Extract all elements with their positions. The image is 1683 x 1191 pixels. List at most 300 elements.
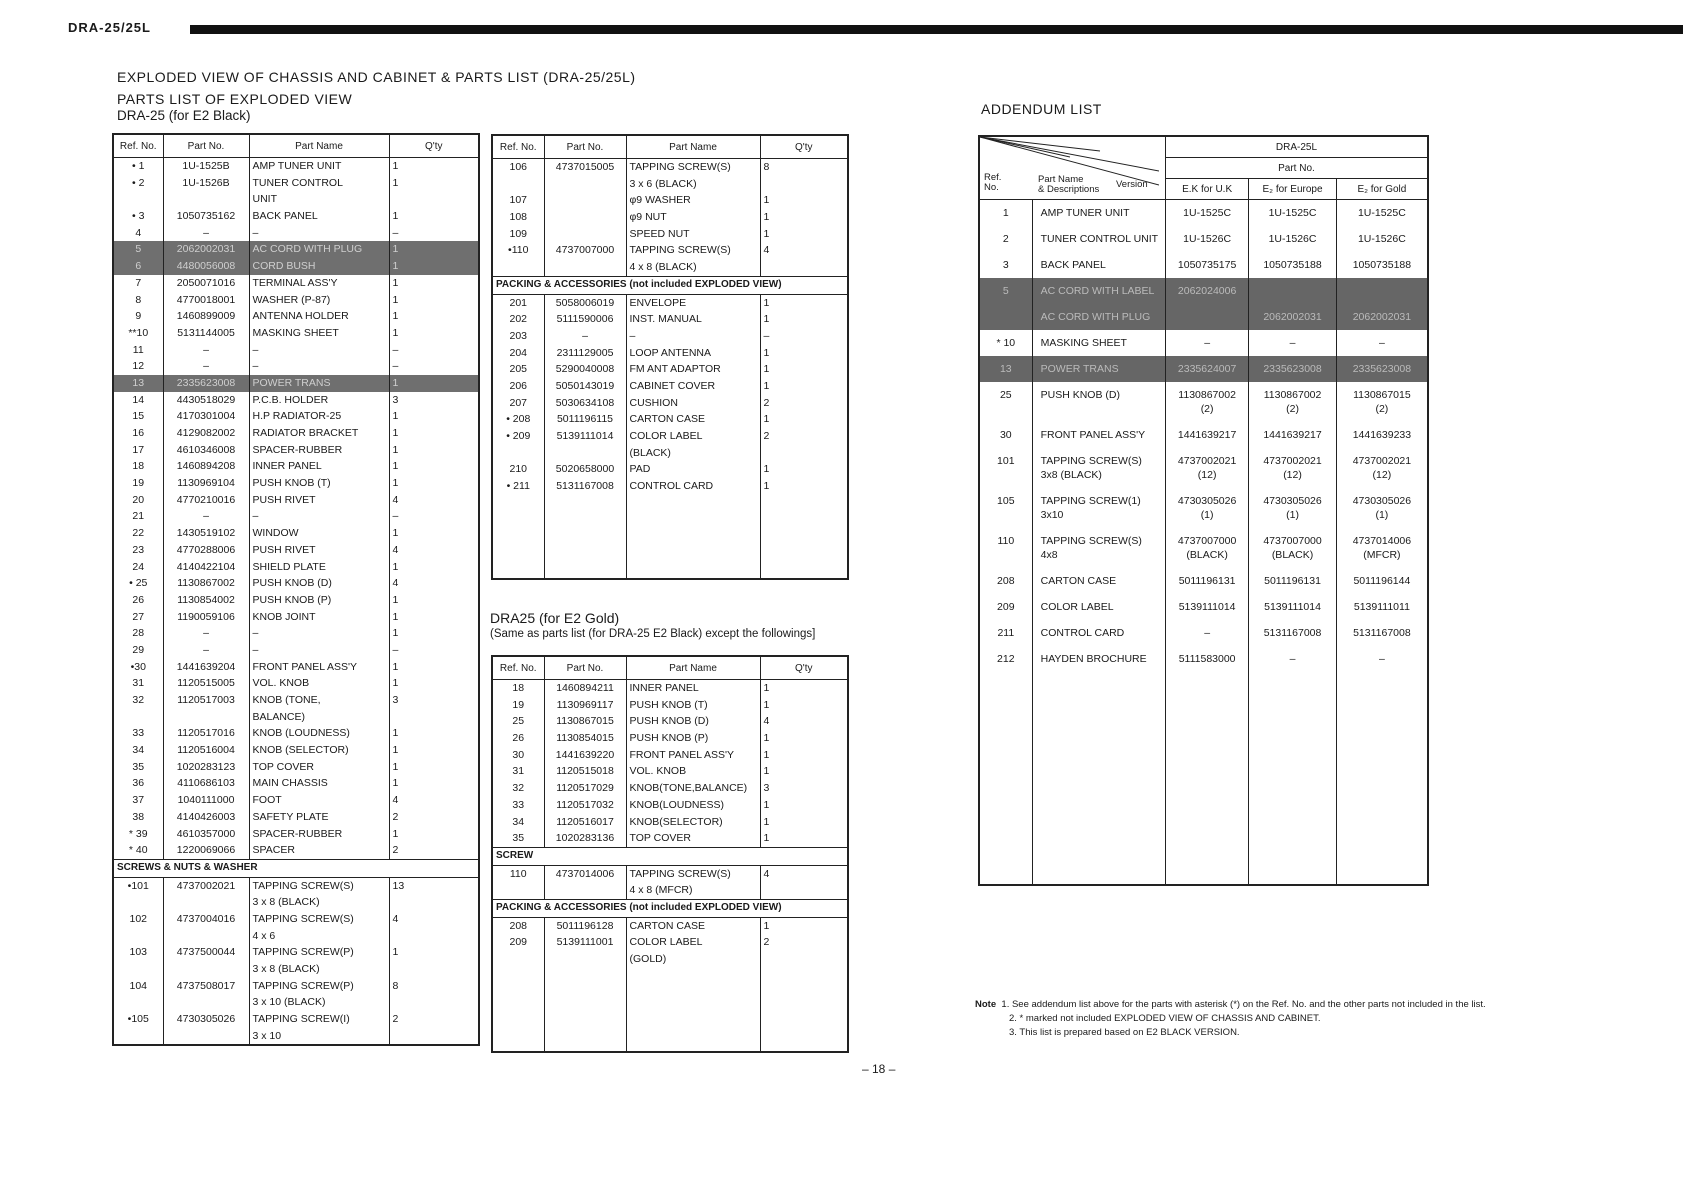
table-row xyxy=(113,928,479,945)
part-name: AMP TUNER UNIT xyxy=(249,158,389,175)
qty: 4 xyxy=(760,713,848,730)
ref-no: 103 xyxy=(113,944,163,961)
part-name: – xyxy=(249,342,389,359)
part-name: – xyxy=(249,225,389,242)
part-no xyxy=(163,928,249,945)
part-desc: TAPPING SCREW(S) 4x8 xyxy=(1032,528,1165,568)
col-name: Part Name xyxy=(249,134,389,158)
part-desc: MASKING SHEET xyxy=(1032,330,1165,356)
version-header: Version xyxy=(1116,179,1148,190)
part-no: 2062002031 xyxy=(163,241,249,258)
part-no: 5058006019 xyxy=(544,294,626,311)
ref-no: 18 xyxy=(492,680,544,697)
part-desc: AC CORD WITH LABEL xyxy=(1032,278,1165,304)
qty xyxy=(389,894,479,911)
ref-no: 24 xyxy=(113,559,163,576)
ref-no: 27 xyxy=(113,609,163,626)
ref-no: 209 xyxy=(492,934,544,951)
qty: 1 xyxy=(389,944,479,961)
qty: 1 xyxy=(760,411,848,428)
part-no: 1120517003 xyxy=(163,692,249,709)
part-gold: 4730305026 (1) xyxy=(1336,488,1428,528)
part-europe: 1050735188 xyxy=(1249,252,1337,278)
part-no xyxy=(163,1028,249,1046)
part-desc: CARTON CASE xyxy=(1032,568,1165,594)
ref-no xyxy=(492,951,544,968)
part-no: 5131144005 xyxy=(163,325,249,342)
part-europe: 5011196131 xyxy=(1249,568,1337,594)
part-name: KNOB(SELECTOR) xyxy=(626,814,760,831)
qty: 1 xyxy=(760,345,848,362)
blank-row xyxy=(492,1001,848,1018)
ref-no: * 40 xyxy=(113,842,163,859)
qty: – xyxy=(389,642,479,659)
blank-cell xyxy=(626,562,760,580)
partno-col: Part No. xyxy=(1165,158,1428,179)
addendum-row xyxy=(979,226,1428,252)
qty: 1 xyxy=(389,625,479,642)
blank-cell xyxy=(760,495,848,512)
part-europe: – xyxy=(1249,646,1337,672)
ref-no xyxy=(492,882,544,899)
ref-no: •110 xyxy=(492,242,544,259)
part-name: PUSH KNOB (P) xyxy=(249,592,389,609)
table-row xyxy=(492,276,848,294)
col-ref: Ref. No. xyxy=(113,134,163,158)
ref-no: • 208 xyxy=(492,411,544,428)
part-uk: 5139111014 xyxy=(1165,594,1248,620)
table-header xyxy=(492,135,848,159)
ref-no: 32 xyxy=(113,692,163,709)
part-name: PUSH KNOB (P) xyxy=(626,730,760,747)
ref-no: 23 xyxy=(113,542,163,559)
blank-cell xyxy=(492,495,544,512)
table-row xyxy=(113,225,479,242)
ref-no: 25 xyxy=(979,382,1032,422)
table-row xyxy=(113,994,479,1011)
table-row xyxy=(113,842,479,859)
qty xyxy=(760,445,848,462)
part-no: 1020283123 xyxy=(163,759,249,776)
qty: – xyxy=(389,358,479,375)
ref-header: Ref. No. xyxy=(984,172,1002,193)
qty xyxy=(389,961,479,978)
blank-cell xyxy=(760,1018,848,1035)
part-name: WINDOW xyxy=(249,525,389,542)
part-uk: 1441639217 xyxy=(1165,422,1248,448)
part-no: 1130867015 xyxy=(544,713,626,730)
table-row xyxy=(492,176,848,193)
part-no: 4480056008 xyxy=(163,258,249,275)
qty xyxy=(760,882,848,899)
table-row xyxy=(492,192,848,209)
part-no: 4770018001 xyxy=(163,292,249,309)
part-name: PUSH KNOB (T) xyxy=(626,697,760,714)
blank-cell xyxy=(544,545,626,562)
ref-no: 2 xyxy=(979,226,1032,252)
table-row xyxy=(492,899,848,917)
note-label: Note xyxy=(975,999,997,1010)
ref-no: • 1 xyxy=(113,158,163,175)
part-no xyxy=(544,882,626,899)
ref-no: 16 xyxy=(113,425,163,442)
part-gold: 5139111011 xyxy=(1336,594,1428,620)
part-name: KNOB(TONE,BALANCE) xyxy=(626,780,760,797)
ref-no: 26 xyxy=(492,730,544,747)
table-row xyxy=(492,730,848,747)
part-name: LOOP ANTENNA xyxy=(626,345,760,362)
part-no: 4140422104 xyxy=(163,559,249,576)
table-row xyxy=(113,659,479,676)
addendum-row xyxy=(979,620,1428,646)
part-name: CARTON CASE xyxy=(626,917,760,934)
table-row xyxy=(492,763,848,780)
ref-no: 212 xyxy=(979,646,1032,672)
part-no xyxy=(544,445,626,462)
qty: 2 xyxy=(389,842,479,859)
table-row xyxy=(492,226,848,243)
table-row xyxy=(113,692,479,709)
part-no: 4737014006 xyxy=(544,865,626,882)
part-no: 1U-1526B xyxy=(163,175,249,192)
part-no: – xyxy=(163,625,249,642)
qty: 4 xyxy=(389,575,479,592)
ref-no: 20 xyxy=(113,492,163,509)
ref-no: 7 xyxy=(113,275,163,292)
qty: 1 xyxy=(389,525,479,542)
blank-cell xyxy=(492,1018,544,1035)
part-name: CUSHION xyxy=(626,395,760,412)
qty: 4 xyxy=(389,792,479,809)
table-row xyxy=(113,742,479,759)
page-number: – 18 – xyxy=(862,1062,896,1076)
part-name: TAPPING SCREW(I) xyxy=(249,1011,389,1028)
table-row xyxy=(113,675,479,692)
ref-no: 26 xyxy=(113,592,163,609)
variant-title: DRA-25 (for E2 Black) xyxy=(117,108,251,123)
table-row xyxy=(492,951,848,968)
ref-no xyxy=(492,445,544,462)
part-uk: 2335624007 xyxy=(1165,356,1248,382)
ref-no: 35 xyxy=(492,830,544,847)
table-header xyxy=(492,656,848,680)
part-no: 4610357000 xyxy=(163,826,249,843)
part-name: TAPPING SCREW(S) xyxy=(249,877,389,894)
ref-no: 13 xyxy=(979,356,1032,382)
blank-cell xyxy=(626,511,760,528)
part-no: 1120517029 xyxy=(544,780,626,797)
part-no: 4730305026 xyxy=(163,1011,249,1028)
section-header: PACKING & ACCESSORIES (not included EXPLODED VIEW) xyxy=(492,276,848,294)
ref-no: 206 xyxy=(492,378,544,395)
part-name: FRONT PANEL ASS'Y xyxy=(626,747,760,764)
part-no: 1130969104 xyxy=(163,475,249,492)
ref-no: 110 xyxy=(979,528,1032,568)
part-no: 1441639204 xyxy=(163,659,249,676)
table-row xyxy=(113,408,479,425)
model-col: DRA-25L xyxy=(1165,136,1428,158)
note-1 xyxy=(975,999,1486,1010)
ref-no: • 209 xyxy=(492,428,544,445)
part-no: 5131167008 xyxy=(544,478,626,495)
ref-no xyxy=(113,994,163,1011)
part-name: 3 x 10 xyxy=(249,1028,389,1046)
part-name: MAIN CHASSIS xyxy=(249,775,389,792)
blank-cell xyxy=(626,1034,760,1052)
blank-cell xyxy=(626,984,760,1001)
part-no xyxy=(544,192,626,209)
part-name: BALANCE) xyxy=(249,709,389,726)
part-uk: – xyxy=(1165,620,1248,646)
part-desc: TAPPING SCREW(S) 3x8 (BLACK) xyxy=(1032,448,1165,488)
part-name: PUSH KNOB (D) xyxy=(249,575,389,592)
ref-no: 19 xyxy=(492,697,544,714)
qty: 1 xyxy=(389,826,479,843)
ref-no: 31 xyxy=(492,763,544,780)
ref-no: 37 xyxy=(113,792,163,809)
table-row xyxy=(113,877,479,894)
qty: 1 xyxy=(760,361,848,378)
qty: 1 xyxy=(389,475,479,492)
part-name: SPACER-RUBBER xyxy=(249,826,389,843)
table-row xyxy=(113,508,479,525)
part-no: 4737007000 xyxy=(544,242,626,259)
part-name: VOL. KNOB xyxy=(626,763,760,780)
col-qty: Q'ty xyxy=(760,656,848,680)
qty: 4 xyxy=(389,542,479,559)
part-desc: POWER TRANS xyxy=(1032,356,1165,382)
part-desc: COLOR LABEL xyxy=(1032,594,1165,620)
part-no: 4140426003 xyxy=(163,809,249,826)
part-no: 1130854015 xyxy=(544,730,626,747)
part-europe: 1130867002 (2) xyxy=(1249,382,1337,422)
ref-no: 5 xyxy=(979,278,1032,304)
qty: 1 xyxy=(760,917,848,934)
blank-cell xyxy=(492,968,544,985)
gold-title: DRA25 (for E2 Gold) xyxy=(490,610,620,626)
part-desc: TAPPING SCREW(1) 3x10 xyxy=(1032,488,1165,528)
col-name: Part Name xyxy=(626,656,760,680)
blank-cell xyxy=(626,495,760,512)
part-name: KNOB JOINT xyxy=(249,609,389,626)
ref-no: 25 xyxy=(492,713,544,730)
ref-no: 31 xyxy=(113,675,163,692)
part-no: 5139111001 xyxy=(544,934,626,951)
part-name: COLOR LABEL xyxy=(626,934,760,951)
blank-cell xyxy=(544,511,626,528)
part-name: BACK PANEL xyxy=(249,208,389,225)
blank-cell xyxy=(544,528,626,545)
blank-cell xyxy=(626,1001,760,1018)
part-no: 4129082002 xyxy=(163,425,249,442)
col-name: Part Name xyxy=(626,135,760,159)
part-no xyxy=(544,226,626,243)
blank-row xyxy=(979,672,1428,885)
table-row xyxy=(113,525,479,542)
blank-cell xyxy=(760,545,848,562)
part-no: 5139111014 xyxy=(544,428,626,445)
part-no: 1120515018 xyxy=(544,763,626,780)
ref-no: 29 xyxy=(113,642,163,659)
part-europe: 1441639217 xyxy=(1249,422,1337,448)
part-name: KNOB (SELECTOR) xyxy=(249,742,389,759)
part-no: 1460894208 xyxy=(163,458,249,475)
ref-no: 13 xyxy=(113,375,163,392)
table-row xyxy=(113,709,479,726)
part-uk: 1U-1526C xyxy=(1165,226,1248,252)
ref-no: 33 xyxy=(113,725,163,742)
ref-no xyxy=(113,709,163,726)
part-no xyxy=(163,709,249,726)
table-row xyxy=(492,697,848,714)
ref-no: 105 xyxy=(979,488,1032,528)
parts-rows xyxy=(492,680,848,1053)
part-europe: 5131167008 xyxy=(1249,620,1337,646)
part-name: – xyxy=(626,328,760,345)
table-row xyxy=(113,175,479,192)
part-name: FM ANT ADAPTOR xyxy=(626,361,760,378)
table-row xyxy=(113,275,479,292)
part-name: PAD xyxy=(626,461,760,478)
addendum-table xyxy=(978,135,1429,886)
part-no: 4737004016 xyxy=(163,911,249,928)
qty xyxy=(760,259,848,276)
qty: 4 xyxy=(760,242,848,259)
ref-no: 30 xyxy=(492,747,544,764)
part-desc: PUSH KNOB (D) xyxy=(1032,382,1165,422)
part-name: TERMINAL ASS'Y xyxy=(249,275,389,292)
qty: 1 xyxy=(389,275,479,292)
part-name: PUSH KNOB (D) xyxy=(626,713,760,730)
part-gold: 4737002021 (12) xyxy=(1336,448,1428,488)
note-2: 2. * marked not included EXPLODED VIEW OF CHASSIS AND CABINET. xyxy=(1009,1013,1321,1024)
part-gold: 1U-1525C xyxy=(1336,200,1428,227)
ref-no: 19 xyxy=(113,475,163,492)
blank-cell xyxy=(1249,672,1337,885)
blank-cell xyxy=(760,984,848,1001)
ref-no: 104 xyxy=(113,978,163,995)
part-no xyxy=(163,961,249,978)
table-row xyxy=(492,847,848,865)
table-row xyxy=(113,809,479,826)
table-row xyxy=(113,775,479,792)
qty: 8 xyxy=(389,978,479,995)
part-name: ENVELOPE xyxy=(626,294,760,311)
ref-no xyxy=(113,961,163,978)
qty: 1 xyxy=(389,158,479,175)
blank-cell xyxy=(1032,672,1165,885)
blank-row xyxy=(492,511,848,528)
qty: 2 xyxy=(760,428,848,445)
ref-no xyxy=(979,304,1032,330)
blank-cell xyxy=(492,562,544,580)
qty: 2 xyxy=(760,934,848,951)
part-no xyxy=(163,894,249,911)
part-name: 3 x 6 (BLACK) xyxy=(626,176,760,193)
table-row xyxy=(492,934,848,951)
table-row xyxy=(113,208,479,225)
blank-cell xyxy=(760,1001,848,1018)
blank-cell xyxy=(626,968,760,985)
part-no: – xyxy=(163,358,249,375)
table-row xyxy=(492,345,848,362)
part-no: 4737500044 xyxy=(163,944,249,961)
qty: 1 xyxy=(760,730,848,747)
ref-no: 4 xyxy=(113,225,163,242)
part-desc: BACK PANEL xyxy=(1032,252,1165,278)
ref-no: 21 xyxy=(113,508,163,525)
ref-no: 11 xyxy=(113,342,163,359)
table-row xyxy=(113,158,479,175)
ref-no: * 39 xyxy=(113,826,163,843)
qty: 1 xyxy=(760,797,848,814)
qty: 2 xyxy=(389,809,479,826)
qty: 1 xyxy=(389,742,479,759)
qty: 1 xyxy=(389,592,479,609)
part-name: INST. MANUAL xyxy=(626,311,760,328)
part-no xyxy=(163,994,249,1011)
addendum-row xyxy=(979,330,1428,356)
table-row xyxy=(492,328,848,345)
qty xyxy=(389,191,479,208)
blank-row xyxy=(492,968,848,985)
parts-rows xyxy=(113,158,479,1046)
table-row xyxy=(492,780,848,797)
addendum-row xyxy=(979,528,1428,568)
part-uk: 1U-1525C xyxy=(1165,200,1248,227)
part-desc: AMP TUNER UNIT xyxy=(1032,200,1165,227)
part-no: 1050735162 xyxy=(163,208,249,225)
qty: 1 xyxy=(389,725,479,742)
note-1-text: 1. See addendum list above for the parts with asterisk (*) on the Ref. No. and the other parts not included in the list. xyxy=(1001,999,1486,1010)
part-name: PUSH RIVET xyxy=(249,492,389,509)
version-gold: E₂ for Gold xyxy=(1336,179,1428,200)
section-header: PACKING & ACCESSORIES (not included EXPLODED VIEW) xyxy=(492,899,848,917)
table-row xyxy=(492,159,848,176)
blank-cell xyxy=(492,1001,544,1018)
part-gold xyxy=(1336,278,1428,304)
model-header: DRA-25/25L xyxy=(68,20,151,35)
qty: 1 xyxy=(760,378,848,395)
part-no: 4770210016 xyxy=(163,492,249,509)
addendum-row xyxy=(979,252,1428,278)
table-row xyxy=(492,830,848,847)
part-uk: 5011196131 xyxy=(1165,568,1248,594)
part-name: 3 x 10 (BLACK) xyxy=(249,994,389,1011)
qty: 1 xyxy=(760,294,848,311)
table-row xyxy=(492,242,848,259)
qty: – xyxy=(389,342,479,359)
part-desc: TUNER CONTROL UNIT xyxy=(1032,226,1165,252)
part-uk: 1050735175 xyxy=(1165,252,1248,278)
part-uk: 2062024006 xyxy=(1165,278,1248,304)
qty: 1 xyxy=(760,763,848,780)
part-name: – xyxy=(249,508,389,525)
blank-cell xyxy=(1336,672,1428,885)
part-name: SPACER-RUBBER xyxy=(249,442,389,459)
part-europe: 5139111014 xyxy=(1249,594,1337,620)
part-no: 5011196128 xyxy=(544,917,626,934)
part-gold: 5011196144 xyxy=(1336,568,1428,594)
blank-cell xyxy=(760,528,848,545)
addendum-row xyxy=(979,304,1428,330)
part-name: TAPPING SCREW(S) xyxy=(626,159,760,176)
part-name: ANTENNA HOLDER xyxy=(249,308,389,325)
qty: 1 xyxy=(760,461,848,478)
qty: 1 xyxy=(760,697,848,714)
qty: 13 xyxy=(389,877,479,894)
part-name: SHIELD PLATE xyxy=(249,559,389,576)
